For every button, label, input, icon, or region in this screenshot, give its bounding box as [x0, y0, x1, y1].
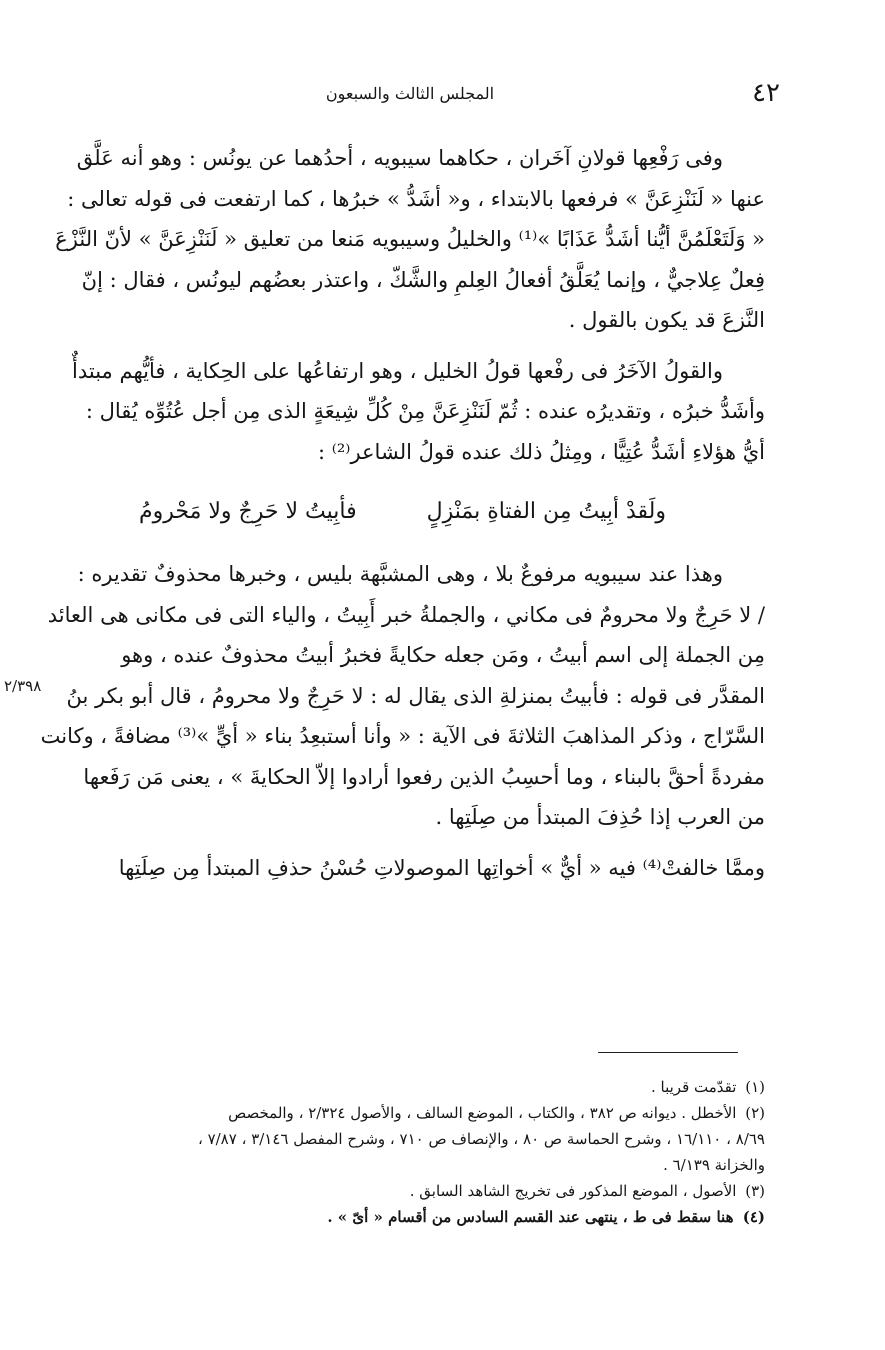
footnote-text: الأصول ، الموضع المذكور فى تخريج الشاهد السابق . [409, 1182, 737, 1200]
footnote-number: (٤) [742, 1208, 765, 1226]
footnote-text: تقدّمت قريبا . [651, 1078, 737, 1096]
footnote-text: والخزانة ٦/١٣٩ . [663, 1156, 765, 1174]
text-line: وأشَدُّ خبرُه ، وتقديرُه عنده : ثُمّ لَنَنْزِعَنَّ مِنْ كُلِّ شِيعَةٍ الذى مِن أجل عُتُوِّه يُقال : [85, 399, 765, 423]
running-head [40, 78, 780, 108]
footnote-number: (١) [745, 1078, 765, 1096]
footnote-2 [40, 1100, 765, 1178]
main-text [40, 138, 765, 888]
verse-second-hemistich: فأبِيتُ لا حَرِجٌ ولا مَحْرومُ [139, 499, 357, 524]
text-line: مِن الجملة إلى اسم أبيتُ ، ومَن جعله حكايةً فخبرُ أبيتُ محذوفٌ عنده ، وهو [121, 643, 765, 667]
text-line: « وَلَتَعْلَمُنَّ أيُّنا أشَدُّ عَذَابًا »⁽¹⁾ والخليلُ وسيبويه مَنعا من تعليق « لَنَنْزِعَنَّ » لأنّ النَّزْعَ [55, 227, 765, 251]
paragraph-3 [40, 554, 765, 838]
text-line: النَّزعَ قد يكون بالقول . [568, 308, 765, 332]
text-line: فِعلٌ عِلاجيٌّ ، وإنما يُعَلَّقُ أفعالُ العِلمِ والشَّكّ ، واعتذر بعضُهم ليونُس ، فقال : إنّ [81, 267, 765, 292]
footnote-3 [40, 1178, 765, 1204]
text-line: والقولُ الآخَرُ فى رفْعها قولُ الخليل ، وهو ارتفاعُها على الحِكاية ، فأيُّهم مبتدأٌ [72, 358, 723, 383]
text-line: عنها « لَنَنْزِعَنَّ » فرفعها بالابتداء ، و« أشَدُّ » خبرُها ، كما ارتفعت فى قوله تعالى : [67, 186, 765, 211]
section-title: المجلس الثالث والسبعون [325, 84, 495, 103]
text-line: / لا حَرِجٌ ولا محرومٌ فى مكاني ، والجملةُ خبر أَبِيتُ ، والياء التى فى مكانى هى العائد [47, 602, 765, 627]
verse-first-hemistich: ولَقدْ أبِيتُ مِن الفتاةِ بمَنْزِلٍ [426, 499, 666, 524]
footnote-number: (٣) [745, 1182, 765, 1200]
footnote-number: (٢) [745, 1104, 765, 1122]
footnote-4 [40, 1204, 765, 1230]
footnote-text: هنا سقط فى ط ، ينتهى عند القسم السادس من أقسام « أىّ » . [327, 1208, 734, 1226]
margin-reference: ٢/٣٩٨ [4, 677, 42, 695]
text-line: وهذا عند سيبويه مرفوعٌ بلا ، وهى المشبَّهة بليس ، وخبرها محذوفٌ تقديره : [77, 562, 723, 586]
footnote-1 [40, 1074, 765, 1100]
page-number: ٤٢ [752, 78, 780, 108]
footnote-divider [598, 1052, 738, 1053]
text-line: أيُّ هؤلاءِ أشَدُّ عُتِيًّا ، ومِثلُ ذلك عنده قولُ الشاعر⁽²⁾ : [317, 439, 765, 464]
paragraph-2 [40, 351, 765, 473]
text-line: وفى رَفْعِها قولانِ آخَران ، حكاهما سيبويه ، أحدُهما عن يونُس : وهو أنه عَلَّق [76, 146, 723, 170]
text-line: وممَّا خالفتْ⁽⁴⁾ فيه « أيٌّ » أخواتِها الموصولاتِ حُسْنُ حذفِ المبتدأ مِن صِلَتِها [118, 855, 765, 880]
text-line: السَّرّاج ، وذكر المذاهبَ الثلاثةَ فى الآية : « وأنا أستبعِدُ بناء « أيٍّ »⁽³⁾ مضافةً ، وكانت [40, 724, 765, 748]
text-line: من العرب إذا حُذِفَ المبتدأ من صِلَتِها . [435, 805, 765, 829]
footnote-text: ٨/٦٩ ، ١٦/١١٠ ، وشرح الحماسة ص ٨٠ ، والإنصاف ص ٧١٠ ، وشرح المفصل ٣/١٤٦ ، ٧/٨٧ ، [197, 1130, 765, 1148]
footnote-text: الأخطل . ديوانه ص ٣٨٢ ، والكتاب ، الموضع السالف ، والأصول ٢/٣٢٤ ، والمخصص [228, 1104, 737, 1122]
paragraph-4 [40, 848, 765, 889]
footnotes [40, 1074, 765, 1230]
text-line: مفردةً أحقَّ بالبناء ، وما أحسِبُ الذين رفعوا أرادوا إلاّ الحكايةَ » ، يعنى مَن رَفَعها [83, 764, 765, 789]
text-line: المقدَّر فى قوله : فأبيتُ بمنزلةِ الذى يقال له : لا حَرِجٌ ولا محرومُ ، قال أبو بكر بنُ [66, 683, 765, 708]
poetry-verse [40, 492, 765, 532]
paragraph-1 [40, 138, 765, 341]
